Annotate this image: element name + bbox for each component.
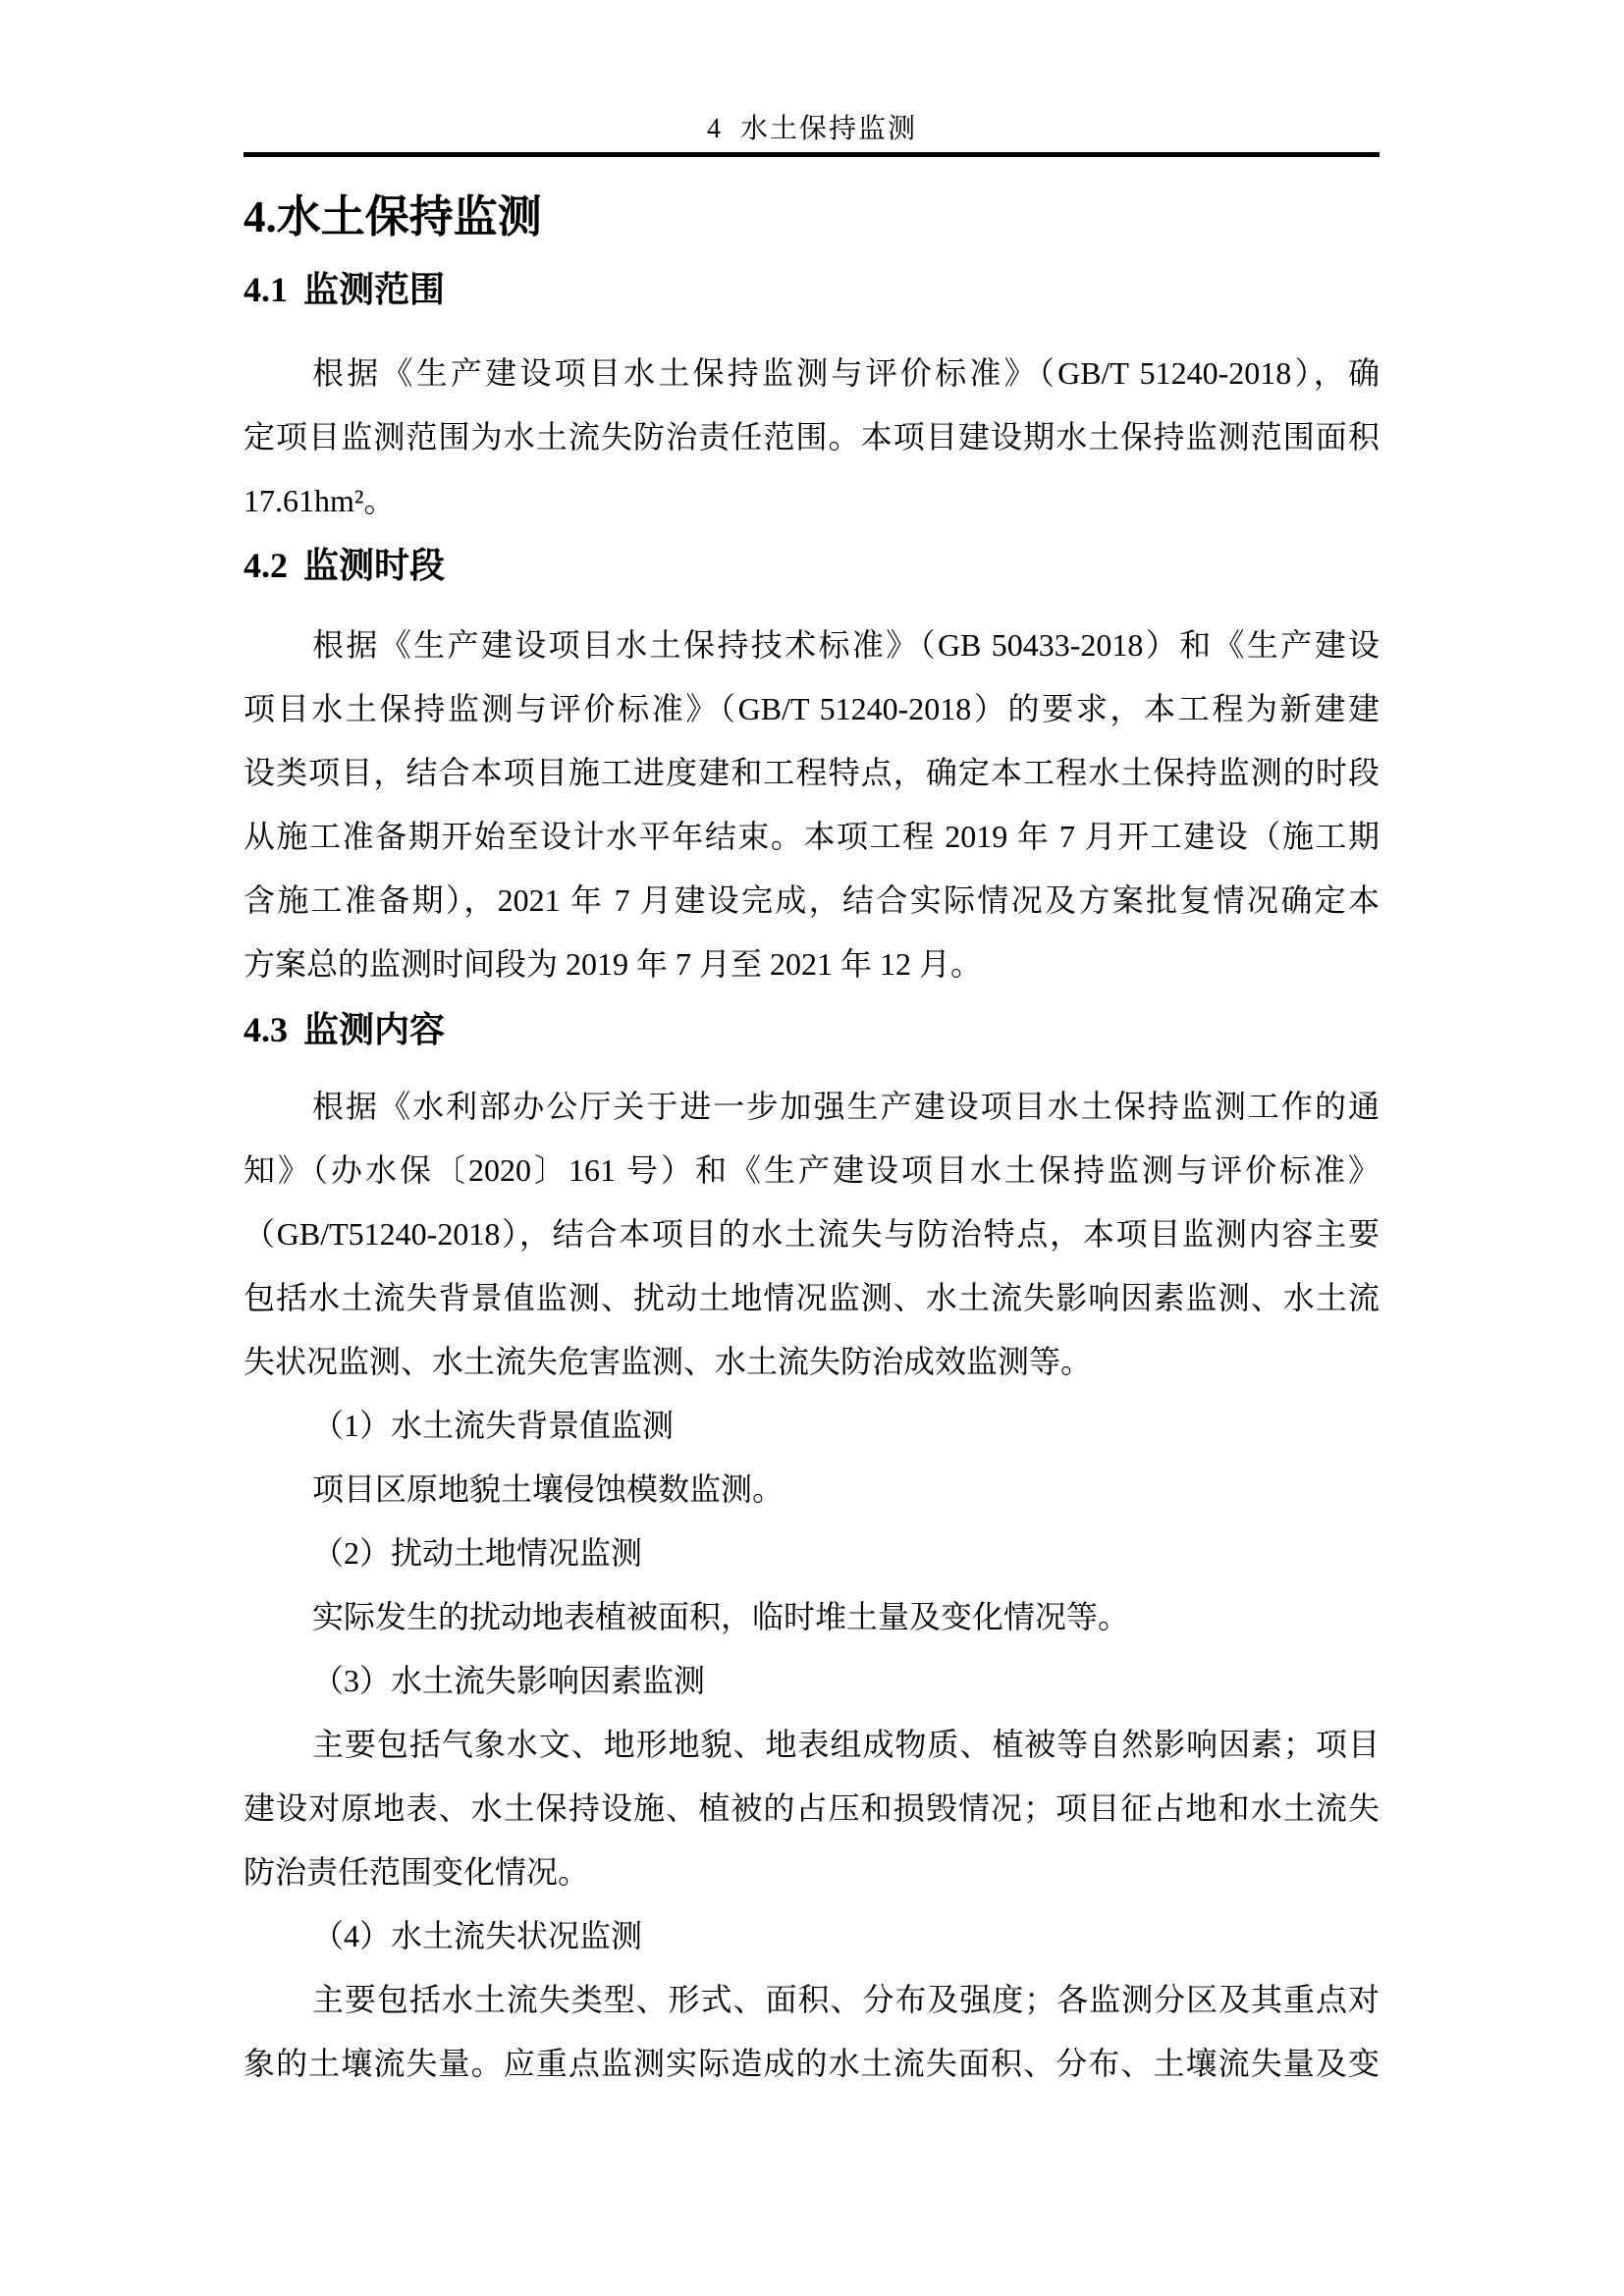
paragraph-monitoring-scope [244, 342, 1380, 533]
text-line: 项目水土保持监测与评价标准》（GB/T 51240-2018）的要求，本工程为新建建 [244, 691, 1380, 726]
text-line: 知》（办水保〔2020〕161 号）和《生产建设项目水土保持监测与评价标准》 [244, 1152, 1380, 1188]
text-line: 包括水土流失背景值监测、扰动土地情况监测、水土流失影响因素监测、水土流 [244, 1280, 1380, 1315]
page-header-chapter-number: 4 [706, 114, 723, 144]
text-line: 根据《生产建设项目水土保持监测与评价标准》（GB/T 51240-2018），确 [312, 355, 1380, 391]
section-number: 4.2 [244, 546, 288, 585]
text-line: 17.61hm²。 [244, 483, 396, 518]
paragraph-monitoring-content [244, 1075, 1380, 2096]
text-line: （GB/T51240-2018），结合本项目的水土流失与防治特点，本项目监测内容主要 [244, 1216, 1380, 1252]
list-item-body: 象的土壤流失量。应重点监测实际造成的水土流失面积、分布、土壤流失量及变 [244, 2046, 1380, 2081]
text-line: 含施工准备期），2021 年 7 月建设完成，结合实际情况及方案批复情况确定本 [244, 882, 1380, 918]
text-line: 失状况监测、水土流失危害监测、水土流失防治成效监测等。 [244, 1344, 1093, 1379]
page-header-chapter-title: 水土保持监测 [739, 114, 917, 144]
text-line: 根据《水利部办公厅关于进一步加强生产建设项目水土保持监测工作的通 [312, 1089, 1380, 1124]
list-item-title: （3）水土流失影响因素监测 [312, 1663, 706, 1698]
list-item-body: 建设对原地表、水土保持设施、植被的占压和损毁情况；项目征占地和水土流失 [244, 1790, 1380, 1826]
section-heading-4-1 [244, 266, 1380, 313]
list-item-title: （1）水土流失背景值监测 [312, 1408, 675, 1443]
section-name: 监测内容 [303, 1010, 446, 1049]
list-item-title: （2）扰动土地情况监测 [312, 1535, 643, 1571]
text-line: 从施工准备期开始至设计水平年结束。本项工程 2019 年 7 月开工建设（施工期 [244, 819, 1380, 854]
section-name: 监测时段 [303, 546, 446, 585]
document-content [244, 0, 1380, 2096]
text-line: 定项目监测范围为水土流失防治责任范围。本项目建设期水土保持监测范围面积 [244, 419, 1380, 454]
text-line: 设类项目，结合本项目施工进度建和工程特点，确定本工程水土保持监测的时段 [244, 755, 1380, 790]
text-line: 方案总的监测时间段为 2019 年 7 月至 2021 年 12 月。 [244, 946, 983, 982]
list-item-body: 实际发生的扰动地表植被面积，临时堆土量及变化情况等。 [312, 1599, 1130, 1634]
list-item-body: 主要包括水土流失类型、形式、面积、分布及强度；各监测分区及其重点对 [312, 1982, 1380, 2017]
section-number: 4.1 [244, 270, 288, 309]
text-line: 根据《生产建设项目水土保持技术标准》（GB 50433-2018）和《生产建设 [312, 627, 1380, 663]
list-item-body: 项目区原地貌土壤侵蚀模数监测。 [312, 1471, 785, 1507]
list-item-title: （4）水土流失状况监测 [312, 1918, 643, 1953]
list-item-body: 防治责任范围变化情况。 [244, 1854, 590, 1890]
section-number: 4.3 [244, 1010, 288, 1049]
section-heading-4-2 [244, 542, 1380, 589]
section-heading-4-3 [244, 1006, 1380, 1053]
paragraph-monitoring-period [244, 614, 1380, 996]
list-item-body: 主要包括气象水文、地形地貌、地表组成物质、植被等自然影响因素；项目 [312, 1727, 1380, 1762]
section-name: 监测范围 [303, 270, 446, 309]
chapter-title: 4.水土保持监测 [244, 192, 542, 241]
